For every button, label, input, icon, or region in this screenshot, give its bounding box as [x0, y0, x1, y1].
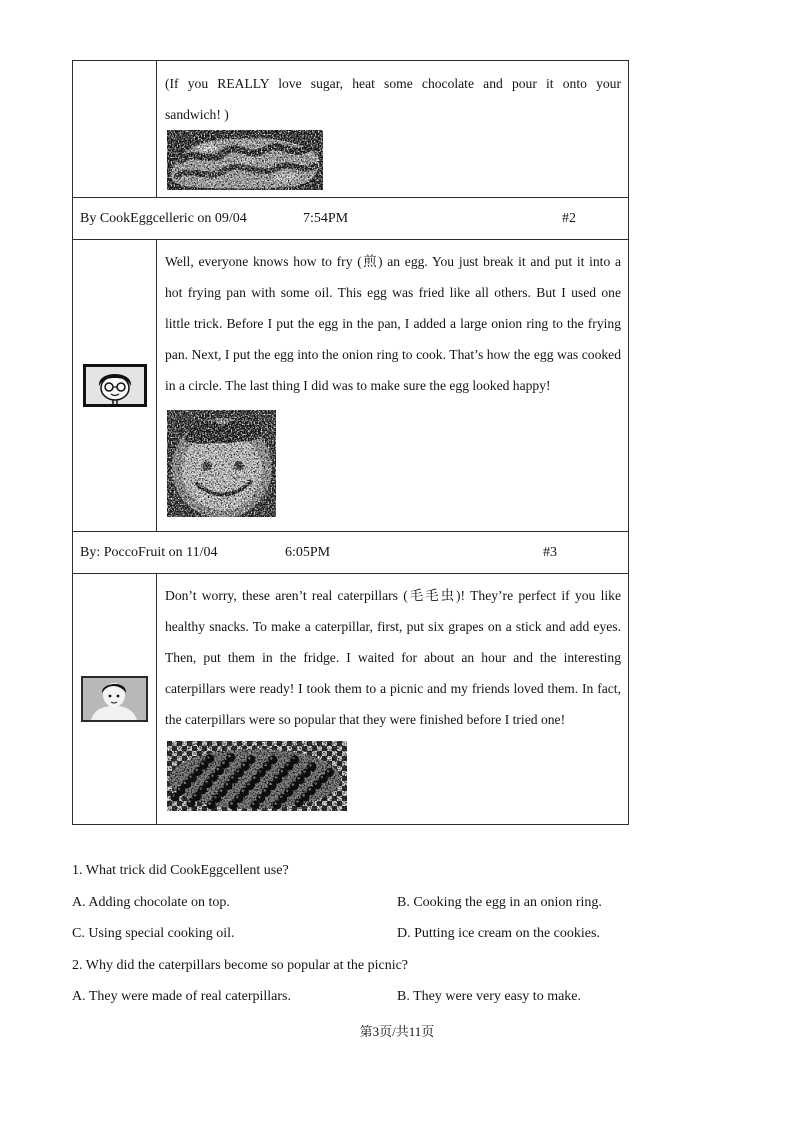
answer-option: C. Using special cooking oil.: [72, 926, 235, 941]
post-3-row: [73, 574, 628, 824]
options-row: [72, 887, 632, 919]
answer-option: B. They were very easy to make.: [397, 989, 582, 1004]
post-2-header: [73, 198, 628, 240]
happy-egg-photo: [167, 410, 276, 517]
post-line: Don’t worry, these aren’t real caterpillars (毛毛虫)! They’re perfect if you like: [165, 588, 621, 603]
question-text: 2. Why did the caterpillars become so popular at the picnic?: [72, 957, 409, 973]
post-3-avatar-cell: [73, 574, 157, 824]
options-row: [72, 981, 632, 1013]
post-3-header: [73, 532, 628, 574]
post-line: caterpillars were ready! I took them to a picnic and my friends loved them. In fact,: [165, 681, 621, 696]
chocolate-sandwich-photo: [167, 130, 323, 190]
page-number-footer: 第3页/共11页: [359, 1024, 435, 1039]
post-1-row: [73, 61, 628, 198]
post-line: hot frying pan with some oil. This egg was fried like all others. But I used one: [165, 285, 621, 300]
post-line: in a circle. The last thing I did was to make sure the egg looked happy!: [165, 378, 551, 393]
questions-section: [72, 855, 632, 1013]
post-3-content: [157, 574, 628, 824]
grape-caterpillars-photo: [167, 741, 347, 811]
forum-posts-table: [72, 60, 629, 825]
answer-option: B. Cooking the egg in an onion ring.: [397, 894, 602, 910]
post-time: 6:05PM: [285, 545, 331, 560]
answer-option: D. Putting ice cream on the cookies.: [397, 926, 600, 941]
answer-option: A. Adding chocolate on top.: [72, 894, 230, 910]
post-line: healthy snacks. To make a caterpillar, first, put six grapes on a stick and add eyes.: [165, 619, 621, 634]
post-number: #3: [543, 545, 557, 560]
post-2-content: [157, 240, 628, 531]
post-line: Then, put them in the fridge. I waited for about an hour and the interesting: [165, 650, 621, 665]
poccofruit-avatar: [81, 676, 148, 722]
options-row: [72, 918, 632, 950]
cookeggcelleric-avatar: [83, 364, 147, 407]
post-number: #2: [562, 211, 576, 226]
post-author-date: By CookEggcelleric on 09/04: [80, 211, 247, 226]
post-2-row: [73, 240, 628, 532]
post-1-avatar-cell: [73, 61, 157, 197]
post-2-avatar-cell: [73, 240, 157, 531]
post-line: Well, everyone knows how to fry (煎) an egg. You just break it and put it into a: [165, 254, 621, 269]
post-line: little trick. Before I put the egg in the pan, I added a large onion ring to the frying: [165, 316, 621, 331]
post-line: sandwich! ): [165, 107, 229, 122]
answer-option: A. They were made of real caterpillars.: [72, 989, 291, 1004]
post-line: (If you REALLY love sugar, heat some chocolate and pour it onto your: [165, 76, 621, 91]
question-text: 1. What trick did CookEggcellent use?: [72, 863, 289, 878]
post-time: 7:54PM: [303, 211, 349, 226]
post-line: the caterpillars were so popular that they were finished before I tried one!: [165, 712, 566, 727]
post-line: pan. Next, I put the egg into the onion ring to cook. That’s how the egg was cooked: [165, 347, 621, 362]
post-1-content: [157, 61, 628, 197]
post-author-date: By: PoccoFruit on 11/04: [80, 545, 218, 560]
